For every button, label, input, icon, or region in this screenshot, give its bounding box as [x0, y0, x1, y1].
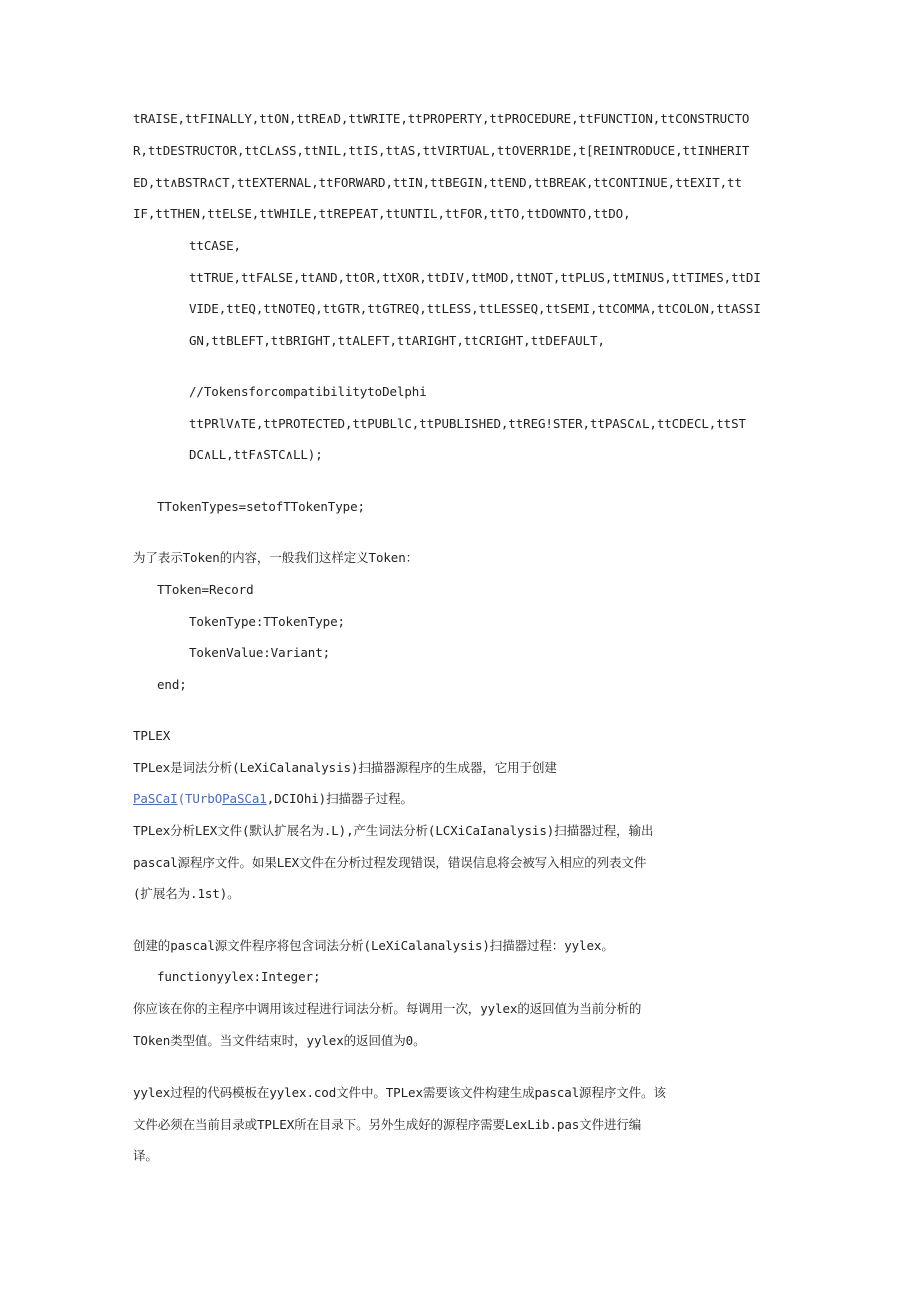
enum-line-5: ttCASE, [189, 238, 241, 253]
enum-line-7: VIDE,ttEQ,ttNOTEQ,ttGTR,ttGTREQ,ttLESS,ttLESSEQ,ttSEMI,ttCOMMA,ttCOLON,ttASSI [189, 301, 761, 316]
enum-line-1: tRAISE,ttFINALLY,ttON,ttRE∧D,ttWRITE,ttPROPERTY,ttPROCEDURE,ttFUNCTION,ttCONSTRUCTO [133, 111, 750, 126]
enum-line-4: IF,ttTHEN,ttELSE,ttWHILE,ttREPEAT,ttUNTIL,ttFOR,ttTO,ttDOWNTO,ttDO, [133, 206, 631, 221]
pascal-link-2[interactable]: PaSCa1 [222, 791, 267, 806]
yylex-paragraph-3-line-3: 译。 [133, 1148, 158, 1163]
enum-line-6: ttTRUE,ttFALSE,ttAND,ttOR,ttXOR,ttDIV,ttMOD,ttNOT,ttPLUS,ttMINUS,ttTIMES,ttDI [189, 270, 761, 285]
yylex-paragraph-2-line-2: TOken类型值。当文件结束时，yylex的返回值为0。 [133, 1033, 426, 1048]
record-line-4: end; [157, 677, 187, 692]
tplex-desc-line-3: TPLex分析LEX文件(默认扩展名为.L),产生词法分析(LCXiCaIanalysis)扫描器过程，输出 [133, 823, 654, 838]
tplex-heading: TPLEX [133, 728, 171, 743]
token-intro-paragraph: 为了表示Token的内容，一般我们这样定义Token： [133, 550, 419, 565]
tplex-desc-line-4: pascal源程序文件。如果LEX文件在分析过程发现错误，错误信息将会被写入相应的列表文件 [133, 855, 647, 870]
yylex-paragraph-2-line-1: 你应该在你的主程序中调用该过程进行词法分析。每调用一次，yylex的返回值为当前分析的 [133, 1001, 642, 1016]
tplex-desc-line-5: (扩展名为.1st)。 [133, 886, 240, 901]
token-types-line: TTokenTypes=setofTTokenType; [157, 499, 365, 514]
record-line-2: TokenType:TTokenType; [189, 614, 345, 629]
record-line-3: TokenValue:Variant; [189, 645, 331, 660]
tplex-desc-line-2-rest: ,DCIOhi)扫描器子过程。 [266, 791, 413, 806]
record-line-1: TToken=Record [157, 582, 254, 597]
enum-line-10: ttPRlV∧TE,ttPROTECTED,ttPUBLlC,ttPUBLISHED,ttREG!STER,ttPASC∧L,ttCDECL,ttST [189, 416, 746, 431]
enum-line-8: GN,ttBLEFT,ttBRIGHT,ttALEFT,ttARIGHT,ttCRIGHT,ttDEFAULT, [189, 333, 605, 348]
enum-line-11: DC∧LL,ttF∧STC∧LL); [189, 447, 323, 462]
yylex-paragraph-1: 创建的pascal源文件程序将包含词法分析(LeXiCalanalysis)扫描器过程：yylex。 [133, 938, 614, 953]
tplex-desc-line-2 [133, 791, 413, 807]
pascal-link[interactable]: PaSCaI [133, 791, 178, 806]
yylex-paragraph-3-line-1: yylex过程的代码模板在yylex.cod文件中。TPLex需要该文件构建生成pascal源程序文件。该 [133, 1085, 666, 1100]
enum-line-2: R,ttDESTRUCTOR,ttCL∧SS,ttNIL,ttIS,ttAS,ttVIRTUAL,ttOVERR1DE,t[REINTRODUCE,ttINHERIT [133, 143, 750, 158]
turbo-link-text[interactable]: (TUrbO [177, 791, 223, 806]
enum-line-3: ED,tt∧BSTR∧CT,ttEXTERNAL,ttFORWARD,ttIN,ttBEGIN,ttEND,ttBREAK,ttCONTINUE,ttEXIT,tt [133, 175, 742, 190]
tplex-desc-line-1: TPLex是词法分析(LeXiCalanalysis)扫描器源程序的生成器，它用于创建 [133, 760, 557, 775]
yylex-paragraph-3-line-2: 文件必须在当前目录或TPLEX所在目录下。另外生成好的源程序需要LexLib.pas文件进行编 [133, 1117, 642, 1132]
yylex-function-signature: functionyylex:Integer; [157, 969, 321, 984]
enum-comment-line: //TokensforcompatibilitytoDelphi [189, 384, 427, 399]
